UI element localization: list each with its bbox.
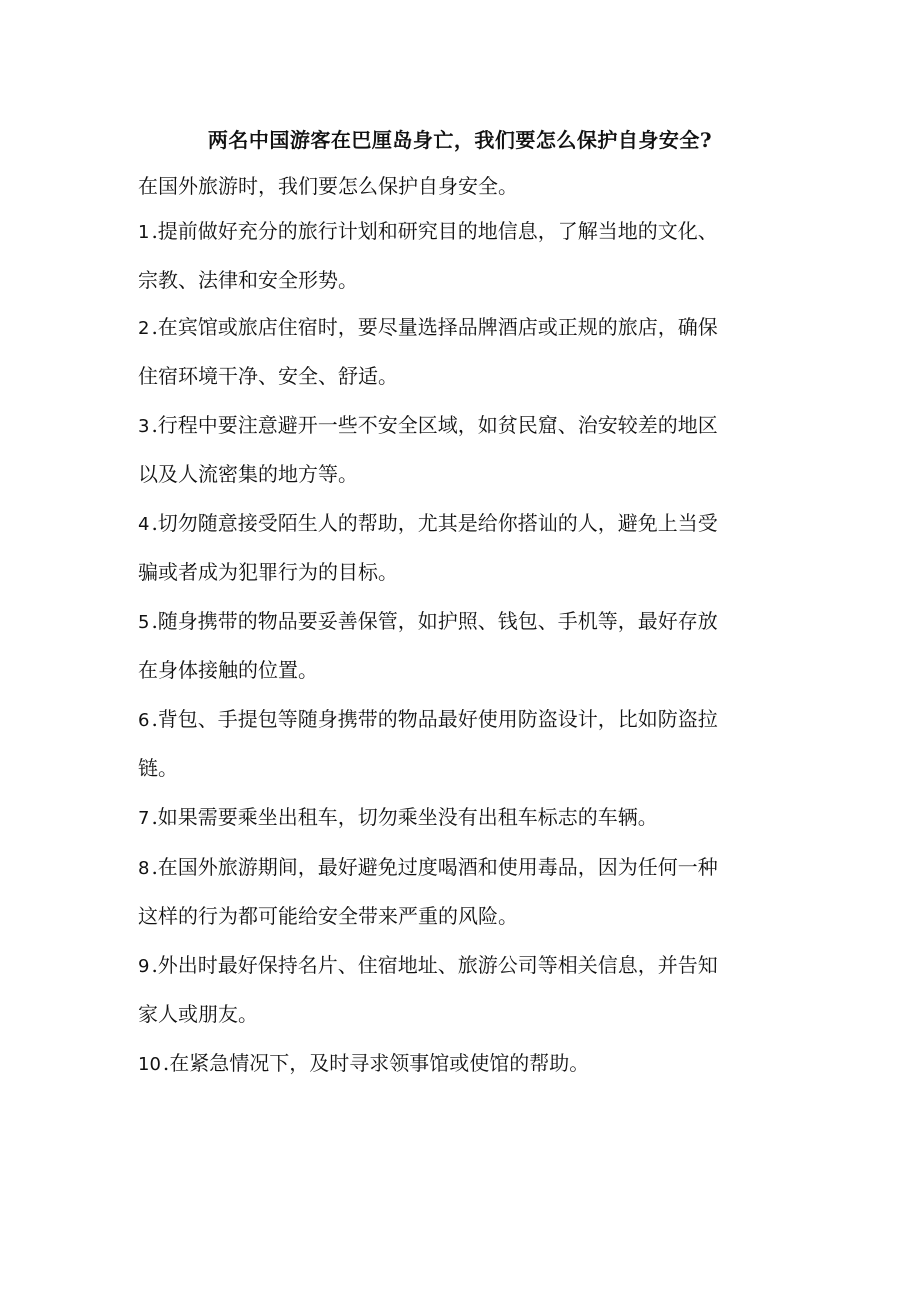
- list-item: [138, 1039, 788, 1088]
- list-item: [138, 843, 788, 941]
- list-item-line: [138, 207, 788, 256]
- item-number: 9: [138, 956, 150, 977]
- item-text: .在紧急情况下，及时寻求领事馆或使馆的帮助。: [162, 1051, 590, 1075]
- list-item-line: [138, 450, 788, 499]
- document-title: 两名中国游客在巴厘岛身亡，我们要怎么保护自身安全?: [207, 128, 713, 152]
- item-number: 2: [138, 318, 150, 339]
- list-item-line: [138, 352, 788, 401]
- item-text: 链。: [138, 756, 178, 780]
- intro-paragraph: 在国外旅游时，我们要怎么保护自身安全。: [138, 174, 518, 198]
- list-item: [138, 941, 788, 1039]
- item-text: .如果需要乘坐出租车，切勿乘坐没有出租车标志的车辆。: [151, 805, 658, 829]
- item-text: 住宿环境干净、安全、舒适。: [138, 364, 398, 388]
- item-text: .在宾馆或旅店住宿时，要尽量选择品牌酒店或正规的旅店，确保: [151, 315, 718, 339]
- item-number: 6: [138, 710, 150, 731]
- list-item-line: [138, 793, 788, 842]
- list-item: [138, 695, 788, 793]
- item-text: 这样的行为都可能给安全带来严重的风险。: [138, 904, 518, 928]
- list-item-line: [138, 941, 788, 990]
- item-text: 在身体接触的位置。: [138, 658, 318, 682]
- list-item-line: [138, 548, 788, 597]
- list-item: [138, 303, 788, 401]
- item-text: .外出时最好保持名片、住宿地址、旅游公司等相关信息，并告知: [151, 953, 718, 977]
- item-text: .在国外旅游期间，最好避免过度喝酒和使用毒品，因为任何一种: [151, 855, 718, 879]
- list-item: [138, 793, 788, 842]
- item-number: 8: [138, 858, 150, 879]
- list-item: [138, 499, 788, 597]
- list-item-line: [138, 892, 788, 941]
- list-item-line: [138, 843, 788, 892]
- item-number: 1: [138, 222, 150, 243]
- list-item: [138, 401, 788, 499]
- item-text: .背包、手提包等随身携带的物品最好使用防盗设计，比如防盗拉: [151, 707, 718, 731]
- list-item-line: [138, 401, 788, 450]
- item-number: 4: [138, 514, 150, 535]
- item-text: .随身携带的物品要妥善保管，如护照、钱包、手机等，最好存放: [151, 609, 718, 633]
- list-item-line: [138, 597, 788, 646]
- item-number: 5: [138, 612, 150, 633]
- list-item-line: [138, 303, 788, 352]
- item-text: 以及人流密集的地方等。: [138, 462, 358, 486]
- item-number: 3: [138, 416, 150, 437]
- list-item-line: [138, 1039, 788, 1088]
- list-item: [138, 597, 788, 695]
- list-item-line: [138, 990, 788, 1039]
- list-item-line: [138, 695, 788, 744]
- item-text: .提前做好充分的旅行计划和研究目的地信息，了解当地的文化、: [151, 219, 718, 243]
- item-text: .行程中要注意避开一些不安全区域，如贫民窟、治安较差的地区: [151, 413, 718, 437]
- item-number: 7: [138, 808, 150, 829]
- item-text: .切勿随意接受陌生人的帮助，尤其是给你搭讪的人，避免上当受: [151, 511, 718, 535]
- list-item-line: [138, 256, 788, 305]
- item-text: 家人或朋友。: [138, 1002, 258, 1026]
- list-item-line: [138, 646, 788, 695]
- item-number: 10: [138, 1054, 161, 1075]
- item-text: 宗教、法律和安全形势。: [138, 268, 358, 292]
- list-item: [138, 207, 788, 305]
- list-item-line: [138, 744, 788, 793]
- item-text: 骗或者成为犯罪行为的目标。: [138, 560, 398, 584]
- list-item-line: [138, 499, 788, 548]
